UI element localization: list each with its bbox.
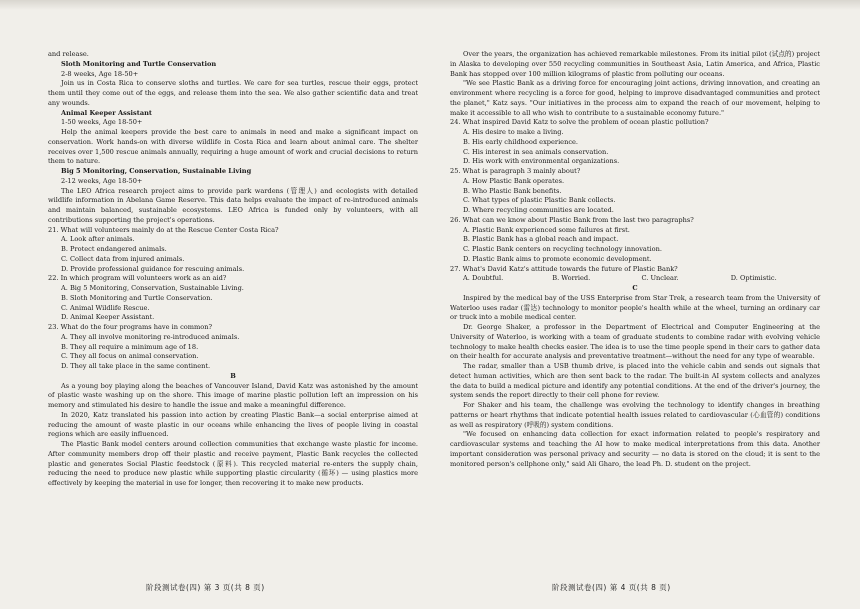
section-letter: B xyxy=(230,371,236,380)
paragraph: The radar, smaller than a USB thumb drive, is placed into the vehicle cabin and sends out signals that detect human activities, which are then sent back to the radar. The built-in AI system collects and analyzes the data to build a medical picture and identify any potential conditions. At the end of the driver's journey, the system sends the report directly to their cell phone for review. xyxy=(450,362,820,400)
right-column xyxy=(450,50,820,469)
answer-option: D. Provide professional guidance for rescuing animals. xyxy=(61,264,245,273)
question: 25. What is paragraph 3 mainly about? xyxy=(450,167,581,175)
paragraph: Inspired by the medical bay of the USS Enterprise from Star Trek, a research team from the University of Waterloo uses radar (雷达) technology to monitor people's health while at the wheel, turning an ordinary car or truck into a mobile medical center. xyxy=(450,293,820,322)
question: 24. What inspired David Katz to solve the problem of ocean plastic pollution? xyxy=(450,118,709,127)
answer-option: B. Protect endangered animals. xyxy=(61,245,167,253)
answer-option: A. Look after animals. xyxy=(61,235,135,244)
answer-option: C. Plastic Bank centers on recycling technology innovation. xyxy=(463,245,662,253)
paragraph: The Plastic Bank model centers around collection communities that exchange waste plastic for income. After community members drop off their plastic and receive payment, Plastic Bank recycles the collected plastic and generates Social Plastic feedstock (原料). This recycled material re-enters the supply chain, reducing the need to produce new plastic while supporting plastic circularity (循环) — using plastics more effectively by keeping the material in use for longer, then recovering it to make new products. xyxy=(48,440,418,487)
answer-option: D. Animal Keeper Assistant. xyxy=(61,313,155,322)
answer-option: B. His early childhood experience. xyxy=(463,137,579,146)
answer-option: C. What types of plastic Plastic Bank collects. xyxy=(463,196,616,205)
paragraph: In 2020, Katz translated his passion into action by creating Plastic Bank—a social enterprise aimed at reducing the amount of waste plastic in our oceans while enhancing the lives of people living in coastal regions which are easily influenced. xyxy=(48,410,418,439)
program-duration: 2-12 weeks, Age 18-50+ xyxy=(61,176,143,185)
answer-option: A. They all involve monitoring re-introduced animals. xyxy=(61,332,240,341)
answer-option: D. Optimistic. xyxy=(730,274,777,283)
answer-option: C. Animal Wildlife Rescue. xyxy=(61,303,150,312)
answer-option: C. Unclear. xyxy=(641,274,679,283)
paragraph: Join us in Costa Rica to conserve sloths and turtles. We care for sea turtles, rescue their eggs, protect them until they come out of the eggs, and release them into the sea. We also gather scientific data and treat any wounds. xyxy=(48,79,418,107)
answer-option: A. Big 5 Monitoring, Conservation, Sustainable Living. xyxy=(61,284,244,292)
paragraph: Help the animal keepers provide the best care to animals in need and make a significant impact on conservation. Work hands-on with diverse wildlife in Costa Rica and learn about animal care. The shelter receives over 1,500 rescue animals annually, requiring a huge amount of work and crucial decisions to return them to nature. xyxy=(48,128,418,166)
answer-option: D. They all take place in the same continent. xyxy=(61,362,211,370)
answer-option: D. Where recycling communities are located. xyxy=(463,206,614,214)
program-heading: Sloth Monitoring and Turtle Conservation xyxy=(61,59,217,68)
answer-option: A. His desire to make a living. xyxy=(463,128,564,136)
question: 21. What will volunteers mainly do at the Rescue Center Costa Rica? xyxy=(48,225,279,234)
paragraph: Dr. George Shaker, a professor in the Department of Electrical and Computer Engineering at the University of Waterloo, is working with a team of graduate students to combine radar with evolving vehicle technology to make health checks easier. The idea is to use the time people spend in their cars to gather data on their health for accurate analysis and preventative treatment—without the need for any type of wearable. xyxy=(450,323,820,361)
page-footer-right: 阶段测试卷(四) 第 4 页(共 8 页) xyxy=(552,583,671,592)
answer-option: C. His interest in sea animals conservation. xyxy=(463,147,609,156)
paragraph: "We see Plastic Bank as a driving force for encouraging joint actions, driving innovation, and creating an environment where recycling is a force for good, helping to improve disadvantaged communities and protect the planet," Katz says. "Our initiatives in the process aim to expand the reach of our movement, helping to make it accessible to all who wish to contribute to a sustainable economy future." xyxy=(450,79,820,117)
paragraph: The LEO Africa research project aims to provide park wardens (管理人) and ecologists with detailed wildlife information in Abelana Game Reserve. This data helps evaluate the impact of re-introduced animals and maintain balanced, sustainable ecosystems. LEO Africa is funded only by volunteers, with all contributions supporting the project's operations. xyxy=(48,186,418,224)
answer-option: D. Plastic Bank aims to promote economic development. xyxy=(463,254,652,263)
scan-shadow xyxy=(0,0,860,10)
answer-option: B. Worried. xyxy=(552,274,591,283)
answer-option: D. His work with environmental organizations. xyxy=(463,157,620,166)
answer-option: A. How Plastic Bank operates. xyxy=(463,176,565,185)
answer-option: C. They all focus on animal conservation. xyxy=(61,352,199,361)
answer-option: B. Plastic Bank has a global reach and impact. xyxy=(463,235,619,244)
program-heading: Animal Keeper Assistant xyxy=(61,108,152,117)
program-duration: 2-8 weeks, Age 18-50+ xyxy=(61,69,139,78)
question: 27. What's David Katz's attitude towards the future of Plastic Bank? xyxy=(450,264,678,273)
answer-option: A. Doubtful. xyxy=(463,274,504,283)
section-letter: C xyxy=(632,284,638,292)
program-duration: 1-50 weeks, Age 18-50+ xyxy=(61,118,143,127)
question: 23. What do the four programs have in common? xyxy=(48,323,213,331)
paragraph: "We focused on enhancing data collection for exact information related to people's respiratory and cardiovascular systems and teaching the AI how to make medical interpretations from this data. Another important consideration was personal privacy and security — no data is stored on the cloud; it is sent to the monitored person's cellphone only," said Ali Gharo, the lead Ph. D. student on the project. xyxy=(450,430,820,468)
paragraph: For Shaker and his team, the challenge was evolving the technology to identify changes in breathing patterns or heart rhythms that indicate potential health issues related to cardiovascular (心血管的) conditions as well as respiratory (呼吸的) system conditions. xyxy=(450,401,820,429)
answer-option: B. Who Plastic Bank benefits. xyxy=(463,186,562,195)
paragraph: As a young boy playing along the beaches of Vancouver Island, David Katz was astonished by the amount of plastic waste washing up on the shore. This image of marine plastic pollution left an impression on his memory and stimulated his desire to handle the issue and make a meaningful difference. xyxy=(48,381,418,409)
answer-option: B. They all require a minimum age of 18. xyxy=(61,342,199,351)
program-heading: Big 5 Monitoring, Conservation, Sustainable Living xyxy=(61,167,252,175)
paragraph: and release. xyxy=(48,50,89,58)
question: 22. In which program will volunteers work as an aid? xyxy=(48,274,227,283)
paragraph: Over the years, the organization has achieved remarkable milestones. From its initial pilot (试点的) project in Alaska to developing over 550 recycling communities in Southeast Asia, Latin America, and Africa, Plastic Bank has stopped over 100 million kilograms of plastic from polluting our oceans. xyxy=(450,50,820,78)
option-row xyxy=(450,274,820,284)
answer-option: C. Collect data from injured animals. xyxy=(61,254,185,263)
question: 26. What can we know about Plastic Bank from the last two paragraphs? xyxy=(450,215,694,224)
left-column xyxy=(48,50,418,489)
page-footer-left: 阶段测试卷(四) 第 3 页(共 8 页) xyxy=(146,583,265,592)
answer-option: A. Plastic Bank experienced some failures at first. xyxy=(463,225,630,234)
answer-option: B. Sloth Monitoring and Turtle Conservation. xyxy=(61,293,213,302)
